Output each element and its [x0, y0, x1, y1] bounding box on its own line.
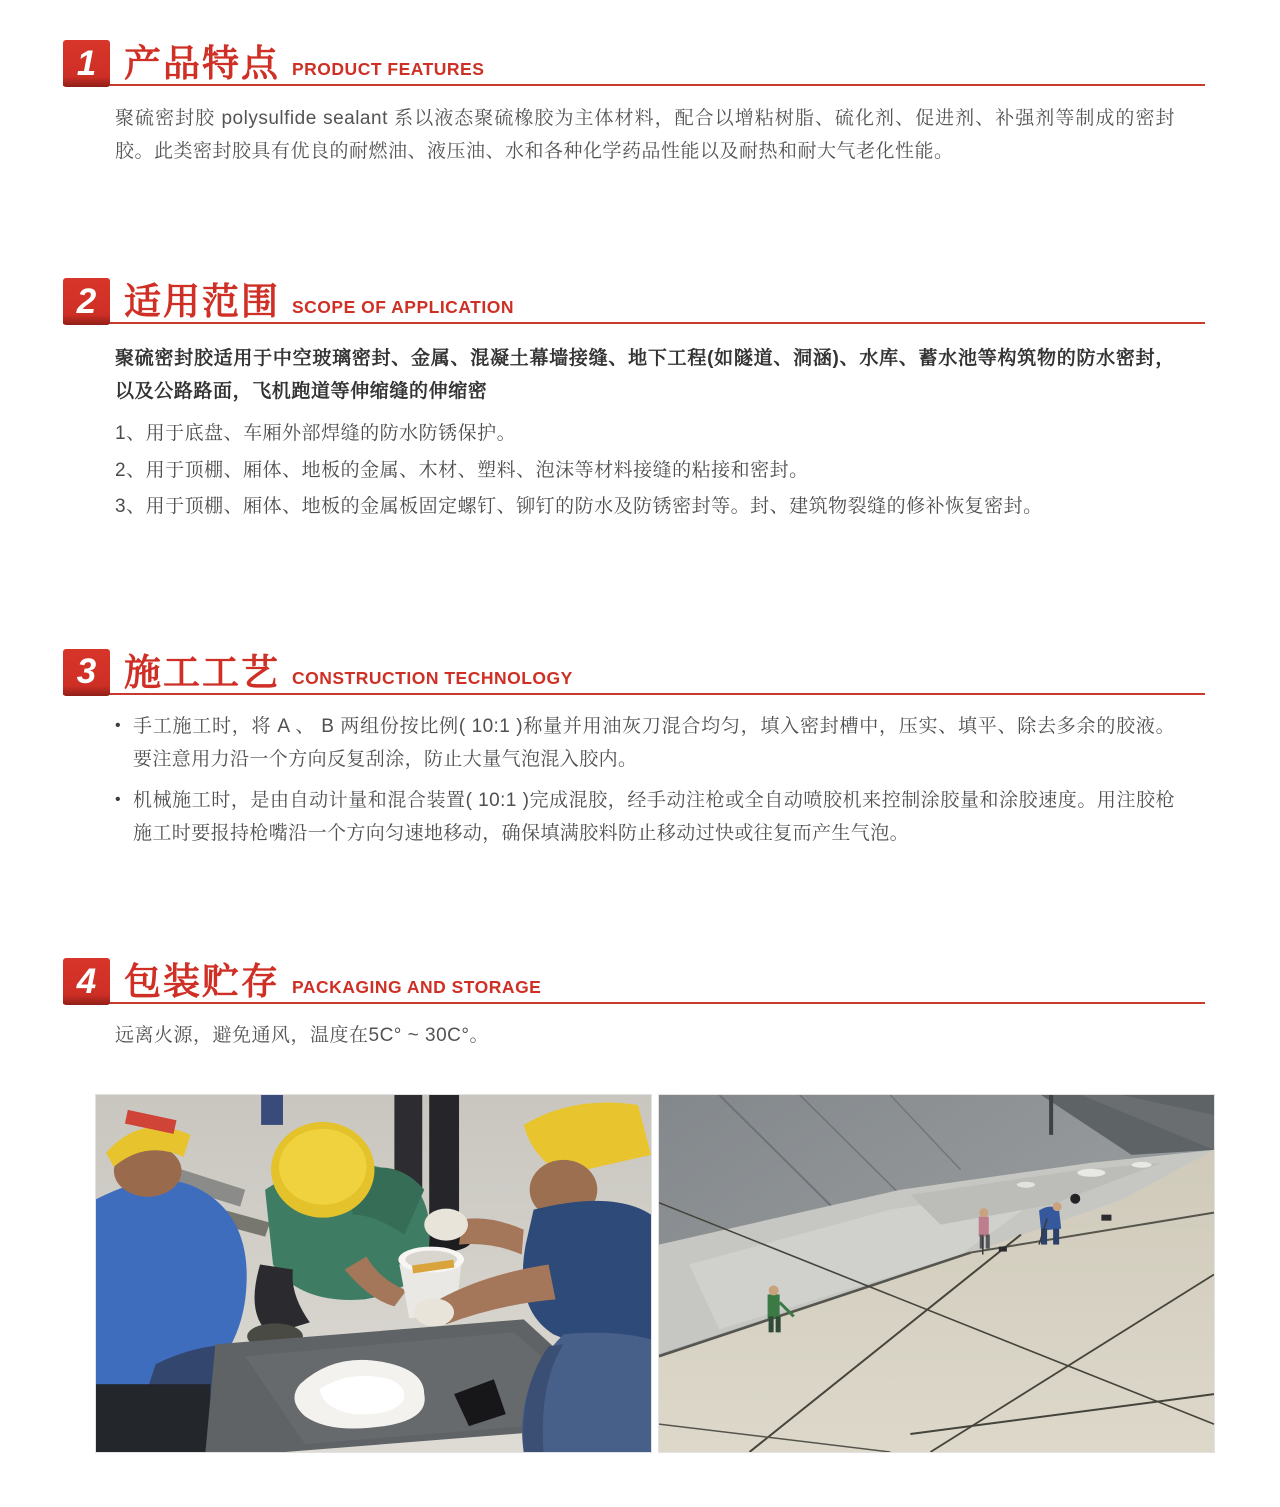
- construction-step-mechanical: [115, 784, 1175, 850]
- section-2-title-zh: 适用范围: [124, 281, 280, 323]
- section-scope-of-application: [63, 278, 1220, 521]
- scope-lead-paragraph: 聚硫密封胶适用于中空玻璃密封、金属、混凝土幕墙接缝、地下工程(如隧道、洞涵)、水库、蓄水池等构筑物的防水密封，以及公路路面，飞机跑道等伸缩缝的伸缩密: [115, 348, 1175, 403]
- section-2-title-en: SCOPE OF APPLICATION: [292, 297, 514, 318]
- product-features-paragraph: 聚硫密封胶 polysulfide sealant 系以液态聚硫橡胶为主体材料，配合以增粘树脂、硫化剂、促进剂、补强剂等制成的密封胶。此类密封胶具有优良的耐燃油、液压油、水和各种化学药品性能以及耐热和耐大气老化性能。: [115, 108, 1175, 163]
- section-3-body: [63, 710, 1205, 850]
- construction-step-manual: [115, 710, 1175, 776]
- section-3-title-en: CONSTRUCTION TECHNOLOGY: [292, 667, 573, 688]
- section-2-number-badge: 2: [63, 278, 110, 325]
- section-1-number-badge: 1: [63, 40, 110, 87]
- scope-list-item-1: 1、用于底盘、车厢外部焊缝的防水防锈保护。: [115, 423, 517, 445]
- section-3-title-zh: 施工工艺: [124, 651, 280, 693]
- section-1-title-en: PRODUCT FEATURES: [292, 59, 485, 79]
- section-product-features: [63, 0, 1220, 168]
- section-3-number-badge: 3: [63, 649, 110, 696]
- scope-list-item-2: 2、用于顶棚、厢体、地板的金属、木材、塑料、泡沫等材料接缝的粘接和密封。: [115, 459, 809, 481]
- workers-applying-sealant-illustration: [96, 1095, 651, 1452]
- section-3-header: [63, 649, 1205, 695]
- section-4-title-en: PACKAGING AND STORAGE: [292, 977, 542, 998]
- section-4-header: [63, 958, 1205, 1004]
- section-4-title-zh: 包装贮存: [124, 961, 280, 1003]
- construction-steps-list: [115, 710, 1175, 850]
- construction-step-mechanical-text: 机械施工时，是由自动计量和混合装置( 10:1 )完成混胶，经手动注枪或全自动喷胶机来控制涂胶量和涂胶速度。用注胶枪施工时要报持枪嘴沿一个方向匀速地移动，确保填满胶料防止移动过快或往复而产生气泡。: [133, 789, 1175, 844]
- section-4-number-badge: 4: [63, 958, 110, 1005]
- section-2-header: [63, 278, 1205, 324]
- scope-list-item-3: 3、用于顶棚、厢体、地板的金属板固定螺钉、铆钉的防水及防锈密封等。封、建筑物裂缝的修补恢复密封。: [115, 496, 1043, 518]
- section-1-body: [63, 102, 1205, 168]
- section-construction-technology: [63, 649, 1220, 850]
- section-1-title-zh: 产品特点: [124, 43, 280, 85]
- packaging-storage-paragraph: 远离火源，避免通风，温度在5C° ~ 30C°。: [115, 1025, 489, 1047]
- scope-application-list: [115, 420, 1175, 521]
- workers-applying-sealant-photo: [95, 1094, 652, 1453]
- section-2-body: [63, 342, 1205, 521]
- section-1-header: [63, 40, 1205, 86]
- bullet-dot-icon: •: [115, 790, 122, 808]
- construction-step-manual-text: 手工施工时，将 A 、 B 两组份按比例( 10:1 )称量并用油灰刀混合均匀，填入密封槽中，压实、填平、除去多余的胶液。要注意用力沿一个方向反复刮涂，防止大量气泡混入胶内。: [133, 715, 1175, 770]
- dam-slope-expansion-joint-photo: [658, 1094, 1215, 1453]
- site-photos-row: [95, 1094, 1215, 1453]
- section-packaging-storage: [63, 958, 1220, 1052]
- section-4-body: [63, 1019, 1205, 1052]
- bullet-dot-icon: •: [115, 716, 122, 734]
- dam-slope-illustration: [659, 1095, 1214, 1452]
